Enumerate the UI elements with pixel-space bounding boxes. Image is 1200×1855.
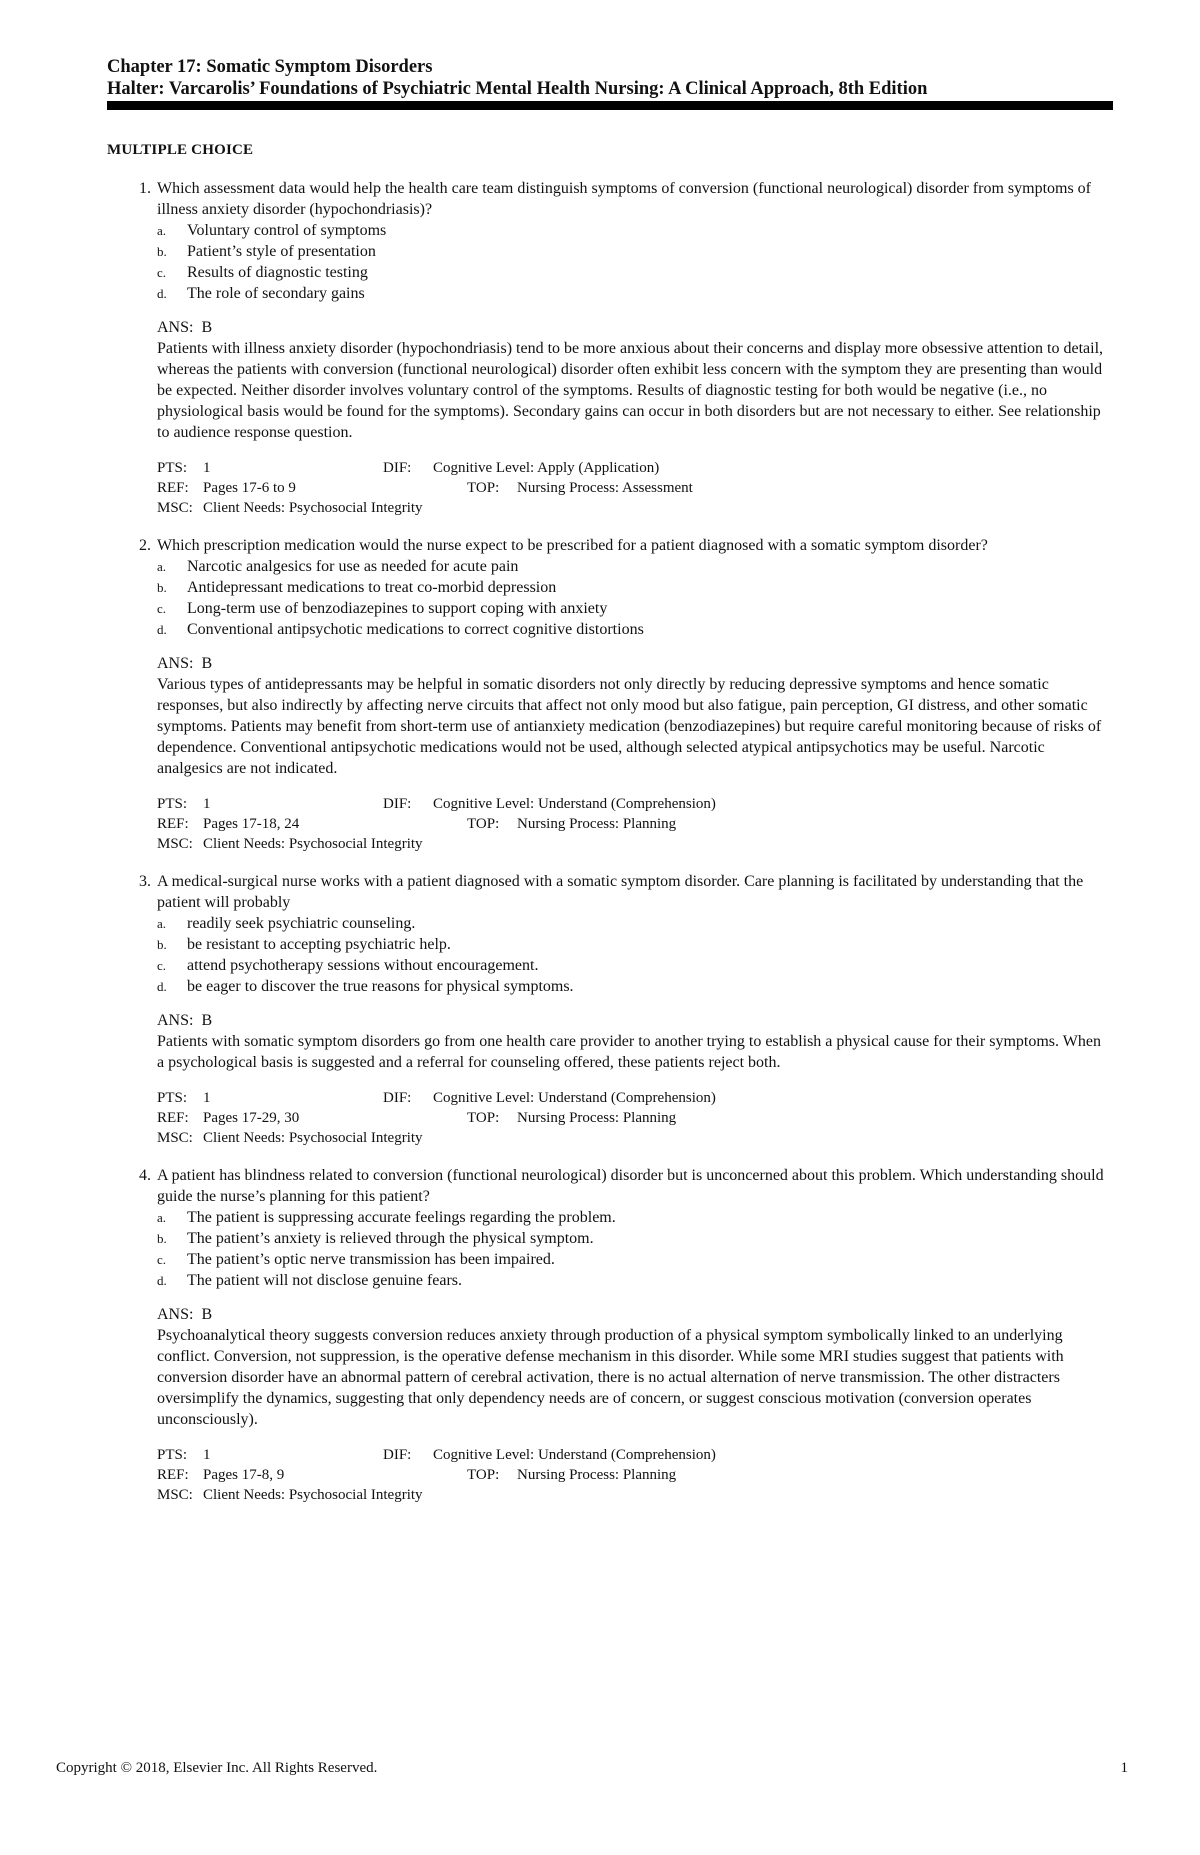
- meta-row-ref: [157, 1465, 1112, 1485]
- question-number: 4.: [139, 1167, 151, 1184]
- ref-value: Pages 17-8, 9: [203, 1467, 285, 1483]
- ref-label: REF:: [157, 1110, 189, 1126]
- page-footer: [56, 1760, 1128, 1777]
- meta-row-pts: [157, 794, 1112, 814]
- top-label: TOP:: [467, 1110, 500, 1126]
- answer-option: [157, 1207, 1112, 1228]
- dif-label: DIF:: [383, 1090, 412, 1106]
- option-text: be eager to discover the true reasons for physical symptoms.: [187, 978, 574, 995]
- answer-block: [157, 653, 1112, 779]
- rationale-text: Patients with somatic symptom disorders go from one health care provider to another trying to establish a physical cause for their symptoms. When a psychological basis is suggested and a referral for counseling offered, these patients reject both.: [157, 1033, 1101, 1071]
- pts-value: 1: [203, 1447, 211, 1463]
- answer-option: [157, 619, 1112, 640]
- meta-row-msc: [157, 1128, 1112, 1148]
- answer-option: [157, 262, 1112, 283]
- answer-option: [157, 1249, 1112, 1270]
- book-title: Halter: Varcarolis’ Foundations of Psychiatric Mental Health Nursing: A Clinical Approach, 8th Edition: [107, 79, 928, 99]
- answer-options: [157, 556, 1112, 640]
- option-text: readily seek psychiatric counseling.: [187, 915, 416, 932]
- msc-label: MSC:: [157, 836, 193, 852]
- page-number: 1: [1120, 1760, 1128, 1776]
- question-item: [107, 535, 1112, 854]
- option-text: be resistant to accepting psychiatric help.: [187, 936, 451, 953]
- question-metadata: [157, 458, 1112, 518]
- question-stem: A medical-surgical nurse works with a patient diagnosed with a somatic symptom disorder. Care planning is facilitated by understanding that the patient will probably: [157, 873, 1084, 911]
- answer-block: [157, 317, 1112, 443]
- question-stem: A patient has blindness related to conversion (functional neurological) disorder but is unconcerned about this problem. Which understanding should guide the nurse’s planning for this patient?: [157, 1167, 1104, 1205]
- question-number: 3.: [139, 873, 151, 890]
- question-metadata: [157, 1445, 1112, 1505]
- question-stem: Which assessment data would help the health care team distinguish symptoms of conversion (functional neurological) disorder from symptoms of illness anxiety disorder (hypochondriasis)?: [157, 180, 1092, 218]
- option-text: Antidepressant medications to treat co-morbid depression: [187, 579, 557, 596]
- pts-label: PTS:: [157, 796, 188, 812]
- option-letter: a.: [157, 916, 167, 931]
- dif-value: Cognitive Level: Understand (Comprehension): [433, 796, 716, 812]
- answer-option: [157, 913, 1112, 934]
- question-number: 2.: [139, 537, 151, 554]
- ref-label: REF:: [157, 1467, 189, 1483]
- ref-value: Pages 17-29, 30: [203, 1110, 300, 1126]
- option-letter: b.: [157, 244, 167, 259]
- answer-option: [157, 1228, 1112, 1249]
- pts-label: PTS:: [157, 1090, 188, 1106]
- option-letter: c.: [157, 265, 167, 280]
- answer-option: [157, 220, 1112, 241]
- answer-option: [157, 598, 1112, 619]
- answer-key: ANS: B: [157, 1012, 213, 1029]
- msc-value: Client Needs: Psychosocial Integrity: [203, 500, 423, 516]
- top-label: TOP:: [467, 816, 500, 832]
- ref-value: Pages 17-6 to 9: [203, 480, 296, 496]
- ref-value: Pages 17-18, 24: [203, 816, 300, 832]
- option-text: The patient’s optic nerve transmission has been impaired.: [187, 1251, 555, 1268]
- ref-label: REF:: [157, 816, 189, 832]
- option-text: Narcotic analgesics for use as needed for acute pain: [187, 558, 519, 575]
- answer-key: ANS: B: [157, 1306, 213, 1323]
- answer-option: [157, 283, 1112, 304]
- option-letter: a.: [157, 1210, 167, 1225]
- answer-option: [157, 976, 1112, 997]
- option-text: Results of diagnostic testing: [187, 264, 368, 281]
- rationale-text: Psychoanalytical theory suggests conversion reduces anxiety through production of a physical symptom symbolically linked to an underlying conflict. Conversion, not suppression, is the operative defense mechanism in this disorder. While some MRI studies suggest that patients with conversion disorder have an abnormal pattern of cerebral activation, there is no actual alternation of nerve transmission. The other distracters oversimplify the dynamics, suggesting that only dependency needs are of concern, or suggest conscious motivation (conversion operates unconsciously).: [157, 1327, 1064, 1428]
- pts-label: PTS:: [157, 1447, 188, 1463]
- meta-row-pts: [157, 1445, 1112, 1465]
- answer-block: [157, 1304, 1112, 1430]
- answer-option: [157, 577, 1112, 598]
- document-header: [107, 56, 1112, 100]
- question-item: [107, 178, 1112, 518]
- answer-option: [157, 241, 1112, 262]
- question-number: 1.: [139, 180, 151, 197]
- meta-row-msc: [157, 834, 1112, 854]
- meta-row-ref: [157, 1108, 1112, 1128]
- option-letter: d.: [157, 979, 167, 994]
- question-metadata: [157, 1088, 1112, 1148]
- top-value: Nursing Process: Assessment: [517, 480, 693, 496]
- answer-options: [157, 220, 1112, 304]
- meta-row-pts: [157, 458, 1112, 478]
- msc-value: Client Needs: Psychosocial Integrity: [203, 1487, 423, 1503]
- dif-value: Cognitive Level: Understand (Comprehension): [433, 1090, 716, 1106]
- answer-options: [157, 1207, 1112, 1291]
- top-value: Nursing Process: Planning: [517, 1110, 677, 1126]
- dif-label: DIF:: [383, 796, 412, 812]
- answer-options: [157, 913, 1112, 997]
- option-letter: b.: [157, 1231, 167, 1246]
- dif-label: DIF:: [383, 460, 412, 476]
- option-letter: b.: [157, 937, 167, 952]
- option-letter: c.: [157, 1252, 167, 1267]
- pts-value: 1: [203, 796, 211, 812]
- option-text: Patient’s style of presentation: [187, 243, 376, 260]
- msc-label: MSC:: [157, 500, 193, 516]
- answer-option: [157, 1270, 1112, 1291]
- pts-value: 1: [203, 1090, 211, 1106]
- chapter-title: Chapter 17: Somatic Symptom Disorders: [107, 57, 433, 77]
- rationale-text: Patients with illness anxiety disorder (hypochondriasis) tend to be more anxious about their concerns and display more obsessive attention to detail, whereas the patients with conversion (functional neurological) disorder often exhibit less concern with the symptom they are presenting than would be expected. Neither disorder involves voluntary control of the symptoms. Results of diagnostic testing for both would be negative (i.e., no physiological basis would be found for the symptoms). Secondary gains can occur in both disorders but are not necessary to either. See relationship to audience response question.: [157, 340, 1104, 441]
- option-letter: b.: [157, 580, 167, 595]
- meta-row-ref: [157, 814, 1112, 834]
- pts-label: PTS:: [157, 460, 188, 476]
- option-letter: d.: [157, 622, 167, 637]
- option-text: Conventional antipsychotic medications to correct cognitive distortions: [187, 621, 644, 638]
- option-letter: d.: [157, 1273, 167, 1288]
- answer-key: ANS: B: [157, 319, 213, 336]
- answer-option: [157, 556, 1112, 577]
- option-letter: a.: [157, 559, 167, 574]
- msc-value: Client Needs: Psychosocial Integrity: [203, 1130, 423, 1146]
- dif-label: DIF:: [383, 1447, 412, 1463]
- copyright-text: Copyright © 2018, Elsevier Inc. All Rights Reserved.: [56, 1760, 378, 1776]
- answer-block: [157, 1010, 1112, 1073]
- answer-option: [157, 934, 1112, 955]
- msc-label: MSC:: [157, 1487, 193, 1503]
- meta-row-ref: [157, 478, 1112, 498]
- answer-option: [157, 955, 1112, 976]
- meta-row-msc: [157, 1485, 1112, 1505]
- option-letter: a.: [157, 223, 167, 238]
- section-heading: MULTIPLE CHOICE: [107, 142, 254, 158]
- option-text: attend psychotherapy sessions without encouragement.: [187, 957, 539, 974]
- msc-value: Client Needs: Psychosocial Integrity: [203, 836, 423, 852]
- ref-label: REF:: [157, 480, 189, 496]
- dif-value: Cognitive Level: Understand (Comprehension): [433, 1447, 716, 1463]
- option-letter: c.: [157, 958, 167, 973]
- option-text: Voluntary control of symptoms: [187, 222, 387, 239]
- question-stem: Which prescription medication would the nurse expect to be prescribed for a patient diagnosed with a somatic symptom disorder?: [157, 537, 988, 554]
- question-list: [107, 178, 1112, 1522]
- top-value: Nursing Process: Planning: [517, 1467, 677, 1483]
- option-text: The role of secondary gains: [187, 285, 365, 302]
- option-letter: d.: [157, 286, 167, 301]
- top-label: TOP:: [467, 1467, 500, 1483]
- option-text: Long-term use of benzodiazepines to support coping with anxiety: [187, 600, 608, 617]
- question-item: [107, 1165, 1112, 1505]
- pts-value: 1: [203, 460, 211, 476]
- option-text: The patient will not disclose genuine fears.: [187, 1272, 463, 1289]
- rationale-text: Various types of antidepressants may be helpful in somatic disorders not only directly by reducing depressive symptoms and hence somatic responses, but also indirectly by affecting nerve circuits that affect not only mood but also fatigue, pain perception, GI distress, and other somatic symptoms. Patients may benefit from short-term use of antianxiety medication (benzodiazepines) but require careful monitoring because of risks of dependence. Conventional antipsychotic medications would not be used, although selected atypical antipsychotics may be useful. Narcotic analgesics are not indicated.: [157, 676, 1102, 777]
- msc-label: MSC:: [157, 1130, 193, 1146]
- dif-value: Cognitive Level: Apply (Application): [433, 460, 660, 476]
- question-item: [107, 871, 1112, 1148]
- meta-row-pts: [157, 1088, 1112, 1108]
- header-rule: [107, 101, 1113, 110]
- answer-key: ANS: B: [157, 655, 213, 672]
- question-metadata: [157, 794, 1112, 854]
- meta-row-msc: [157, 498, 1112, 518]
- option-text: The patient’s anxiety is relieved through the physical symptom.: [187, 1230, 594, 1247]
- option-letter: c.: [157, 601, 167, 616]
- top-label: TOP:: [467, 480, 500, 496]
- option-text: The patient is suppressing accurate feelings regarding the problem.: [187, 1209, 616, 1226]
- top-value: Nursing Process: Planning: [517, 816, 677, 832]
